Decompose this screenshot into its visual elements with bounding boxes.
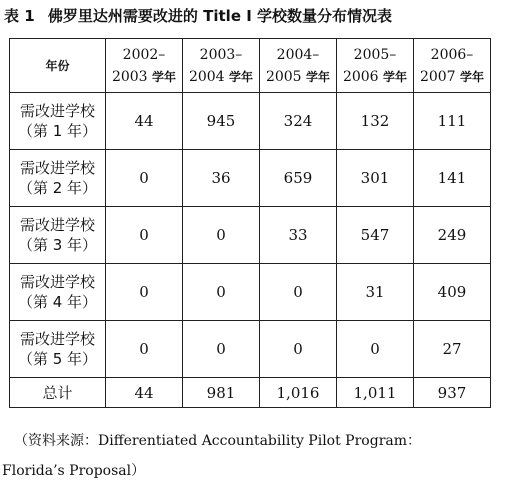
table-cell: 0 — [260, 321, 337, 378]
row-header-top: 需改进学校 — [19, 330, 95, 348]
table-cell: 301 — [337, 150, 414, 207]
row-header-top: 需改进学校 — [19, 159, 95, 177]
row-header-bottom: （第 4 年） — [17, 293, 98, 311]
column-header — [337, 39, 414, 93]
table-cell: 409 — [414, 264, 491, 321]
table-cell: 547 — [337, 207, 414, 264]
table-cell: 0 — [337, 321, 414, 378]
row-header-top: 需改进学校 — [19, 273, 95, 291]
table-row — [10, 93, 491, 150]
column-header-start: 2004– — [276, 46, 320, 63]
table-cell: 249 — [414, 207, 491, 264]
column-header-suffix: 学年 — [306, 69, 331, 84]
total-cell: 44 — [106, 378, 183, 408]
table-cell: 0 — [183, 321, 260, 378]
column-header-start: 2005– — [353, 46, 397, 63]
column-header-start: 2002– — [122, 46, 166, 63]
table-cell: 31 — [337, 264, 414, 321]
column-header-end: 2006 — [342, 68, 379, 85]
table-cell: 0 — [106, 264, 183, 321]
column-header-start: 2003– — [199, 46, 243, 63]
total-cell: 937 — [414, 378, 491, 408]
table-cell: 0 — [183, 264, 260, 321]
column-header-end-line — [260, 66, 336, 88]
column-header-end: 2004 — [188, 68, 225, 85]
table-cell: 0 — [260, 264, 337, 321]
column-header-end-line — [414, 66, 490, 88]
table-cell: 0 — [183, 207, 260, 264]
corner-label: 年份 — [45, 59, 70, 73]
corner-header — [10, 39, 106, 93]
table-cell: 0 — [106, 321, 183, 378]
column-header — [106, 39, 183, 93]
column-header — [183, 39, 260, 93]
table-title: 佛罗里达州需要改进的 Title I 学校数量分布情况表 — [47, 7, 393, 25]
table-row — [10, 207, 491, 264]
column-header-suffix: 学年 — [152, 69, 177, 84]
table-cell: 44 — [106, 93, 183, 150]
table-cell: 141 — [414, 150, 491, 207]
column-header-end-line — [183, 66, 259, 88]
row-header-bottom: （第 2 年） — [17, 179, 98, 197]
row-header — [10, 264, 106, 321]
row-header-bottom: （第 5 年） — [17, 350, 98, 368]
column-header-end: 2003 — [111, 68, 148, 85]
column-header — [260, 39, 337, 93]
table-row — [10, 264, 491, 321]
table-row — [10, 321, 491, 378]
table-cell: 945 — [183, 93, 260, 150]
row-header-bottom: （第 3 年） — [17, 236, 98, 254]
table-cell: 0 — [106, 207, 183, 264]
table-number: 表 1 — [4, 7, 35, 25]
total-row — [10, 378, 491, 408]
row-header — [10, 321, 106, 378]
table-cell: 27 — [414, 321, 491, 378]
table-cell: 0 — [106, 150, 183, 207]
total-cell: 1,011 — [337, 378, 414, 408]
column-header-end: 2005 — [265, 68, 302, 85]
table-cell: 324 — [260, 93, 337, 150]
table-caption — [4, 4, 501, 28]
table-cell: 33 — [260, 207, 337, 264]
row-header-bottom: （第 1 年） — [17, 122, 98, 140]
total-cell: 981 — [183, 378, 260, 408]
column-header-end: 2007 — [419, 68, 456, 85]
source-note — [2, 425, 502, 479]
table-cell: 132 — [337, 93, 414, 150]
row-header-top: 需改进学校 — [19, 216, 95, 234]
total-label: 总计 — [10, 378, 106, 408]
column-header-suffix: 学年 — [383, 69, 408, 84]
source-line-1: （资料来源：Differentiated Accountability Pilot Program： — [14, 433, 422, 449]
school-distribution-table — [9, 38, 491, 408]
table-cell: 111 — [414, 93, 491, 150]
header-row — [10, 39, 491, 93]
row-header — [10, 150, 106, 207]
table-cell: 36 — [183, 150, 260, 207]
row-header-top: 需改进学校 — [19, 102, 95, 120]
column-header-start: 2006– — [430, 46, 474, 63]
row-header — [10, 93, 106, 150]
column-header — [414, 39, 491, 93]
row-header — [10, 207, 106, 264]
table-cell: 659 — [260, 150, 337, 207]
source-line-2: Florida’s Proposal） — [2, 463, 146, 479]
total-cell: 1,016 — [260, 378, 337, 408]
column-header-suffix: 学年 — [229, 69, 254, 84]
column-header-suffix: 学年 — [460, 69, 485, 84]
column-header-end-line — [337, 66, 413, 88]
column-header-end-line — [106, 66, 182, 88]
table-row — [10, 150, 491, 207]
